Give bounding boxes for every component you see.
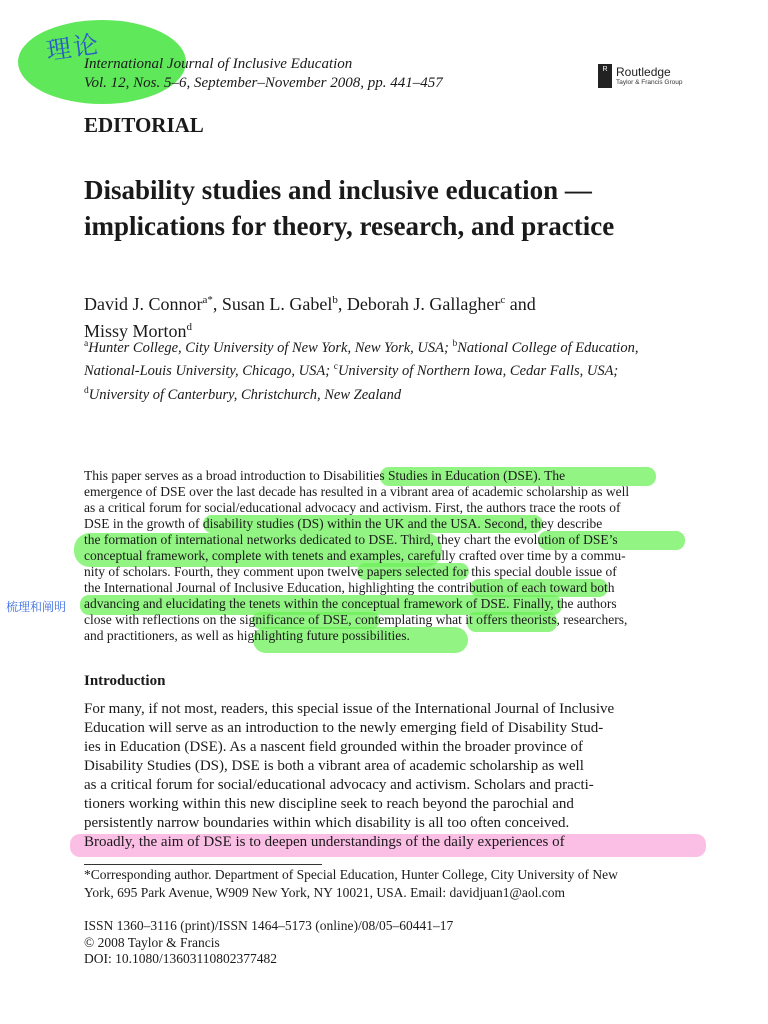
abstract-line: emergence of DSE over the last decade has resulted in a vibrant area of academic scholarship as well [84,484,630,499]
abstract-line: the International Journal of Inclusive Education, highlighting the contribution of each toward both [84,580,615,595]
intro-line: tioners working within this new discipline seek to reach beyond the parochial and [84,796,574,812]
abstract-line: This paper serves as a broad introduction to Disabilities Studies in Education (DSE). The [84,468,566,483]
abstract-line: advancing and elucidating the tenets within the conceptual framework of DSE. Finally, the authors [84,596,617,611]
footnote-line: York, 695 Park Avenue, W909 New York, NY 10021, USA. Email: davidjuan1@aol.com [84,884,566,900]
section-heading: Introduction [84,673,166,689]
journal-header [84,55,443,93]
abstract-line: as a critical forum for social/educational advocacy and activism. First, the authors trace the roots of [84,500,621,515]
abstract [84,468,683,644]
handwritten-note-top: 理论 [44,29,102,66]
affiliations: $^a$Hunter College, City University of New York, New York, USA; $^b$National College of Education, National-Louis University, Chicago, USA; $^c$University of Northern Iowa, Cedar Falls, USA; $^d$University of Canterbury, Christchurch, New Zealand [84,339,639,403]
journal-name: International Journal of Inclusive Education [84,56,353,72]
intro-line: ies in Education (DSE). As a nascent field grounded within the broader province of [84,739,584,755]
publication-info [84,918,453,968]
author-name: Missy Morton [84,321,187,341]
affiliation: University of Northern Iowa, Cedar Falls, USA; [337,363,619,380]
author-mark: b [332,294,338,306]
author-mark: a* [202,294,213,306]
intro-line: Broadly, the aim of DSE is to deepen understandings of the daily experiences of [84,834,565,850]
abstract-line: and practitioners, as well as highlighting future possibilities. [84,628,410,643]
intro-paragraph [84,700,683,852]
intro-line: Education will serve as an introduction to the newly emerging field of Disability Stud- [84,720,604,736]
abstract-line: the formation of international networks dedicated to DSE. Third, they chart the evolution of DSE’s [84,532,618,547]
journal-issue: Vol. 12, Nos. 5–6, September–November 2008, pp. 441–457 [84,75,443,91]
article-title: Disability studies and inclusive education — implications for theory, research, and practice [84,175,615,241]
handwritten-margin-note: 梳理和阐明 [6,600,67,614]
affiliation: Hunter College, City University of New York, New York, USA; [88,339,453,356]
intro-line: Disability Studies (DS), DSE is both a vibrant area of academic scholarship as well [84,758,584,774]
copyright: © 2008 Taylor & Francis [84,934,220,950]
section-label: EDITORIAL [84,113,204,137]
abstract-line: nity of scholars. Fourth, they comment upon twelve papers selected for this special double issue of [84,564,617,579]
author-name: David J. Connor [84,294,203,314]
abstract-line: conceptual framework, complete with tenets and examples, carefully crafted over time by a commu- [84,548,626,563]
author-list: David J. Connor$^{a*}$, Susan L. Gabel$^b$, Deborah J. Gallagher$^c$ and Missy Morton$^d$ [84,294,536,341]
abstract-line: DSE in the growth of disability studies (DS) within the UK and the USA. Second, they describe [84,516,603,531]
doi: DOI: 10.1080/13603110802377482 [84,951,277,966]
intro-line: For many, if not most, readers, this special issue of the International Journal of Inclusive [84,701,615,717]
abstract-line: close with reflections on the significance of DSE, contemplating what it offers theorists, researchers, [84,612,628,627]
intro-line: as a critical forum for social/educational advocacy and activism. Scholars and practi- [84,777,594,793]
publisher-name: Routledge [616,65,671,79]
footnote-line: *Corresponding author. Department of Special Education, Hunter College, City University of New [84,867,618,882]
publisher-subtitle: Taylor & Francis Group [616,79,683,86]
affiliation: National College of Education, National-Louis University, Chicago, USA; [84,339,639,380]
footnote [84,866,683,901]
affiliation: University of Canterbury, Christchurch, New Zealand [88,386,402,403]
issn: ISSN 1360–3116 (print)/ISSN 1464–5173 (online)/08/05–60441–17 [84,918,454,933]
author-mark: c [500,294,506,306]
footnote-divider [84,864,322,865]
intro-line: persistently narrow boundaries within which disability is all too often conceived. [84,815,570,831]
author-name: Deborah J. Gallagher [346,294,501,314]
publisher-logo [598,64,682,88]
author-mark: d [186,321,193,333]
author-name: Susan L. Gabel [221,294,333,314]
routledge-mark-icon: R [598,64,612,88]
